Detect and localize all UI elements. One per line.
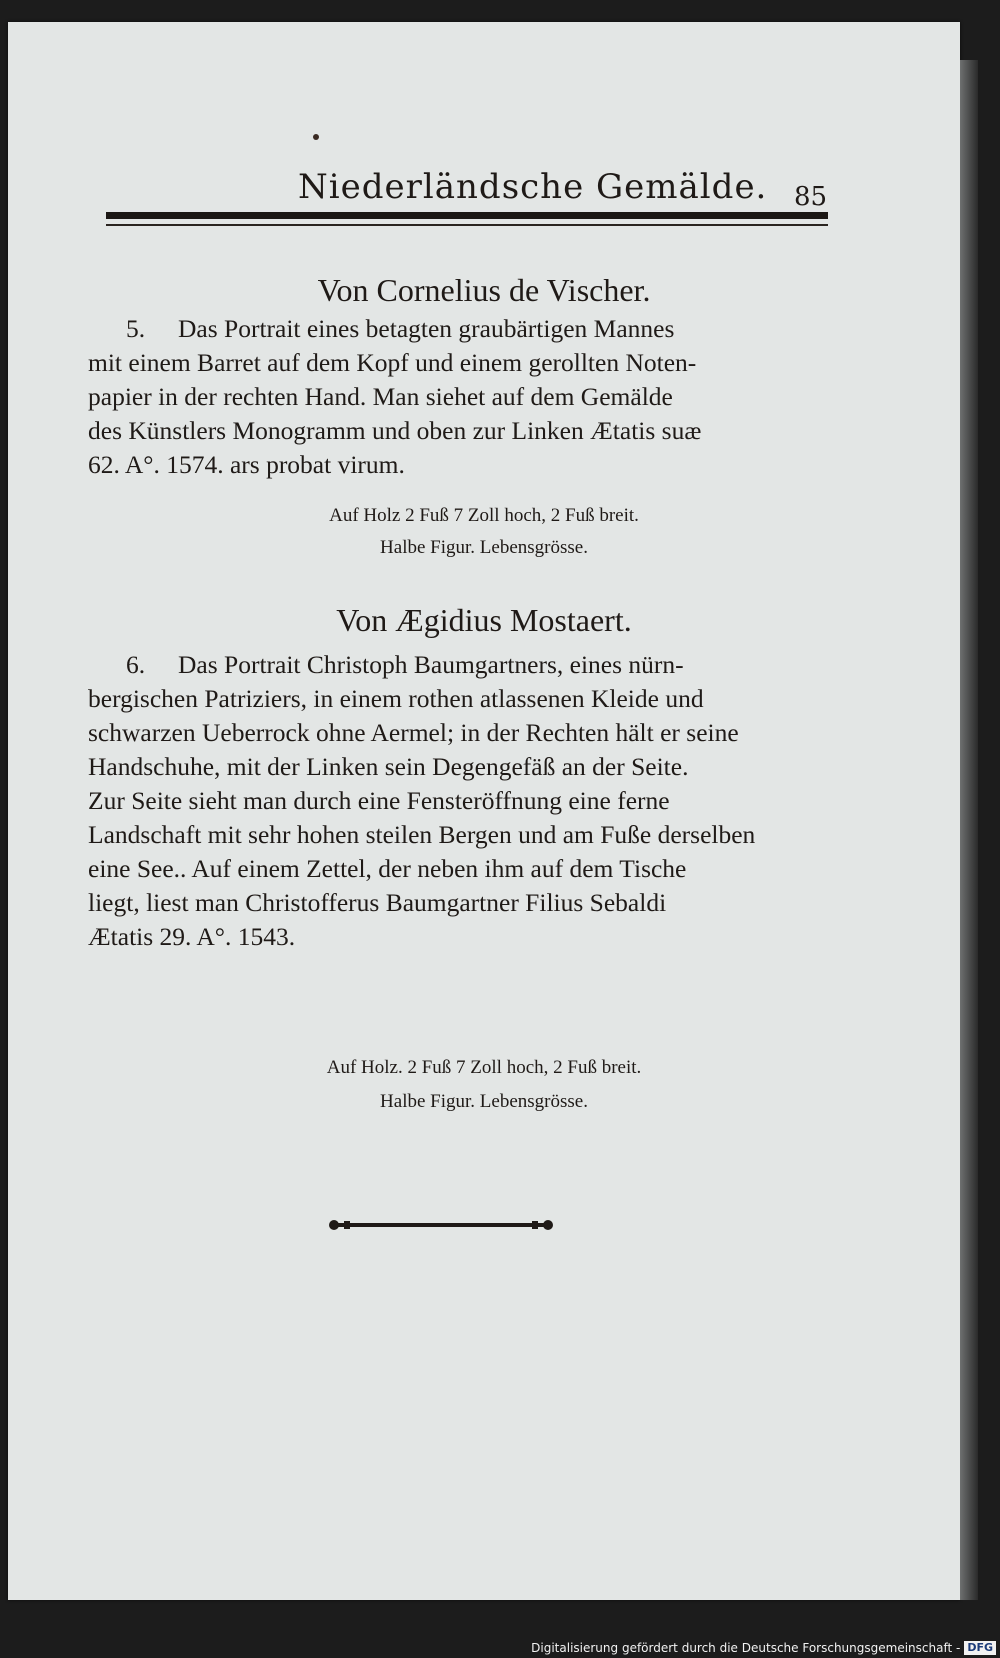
figure-note: Halbe Figur. Lebensgrösse. — [380, 537, 588, 558]
entry-number: 5. — [126, 314, 146, 343]
running-head: Niederländsche Gemälde. — [298, 167, 768, 207]
section-heading: Von Cornelius de Vischer. — [317, 272, 651, 308]
end-ornament-icon — [326, 1218, 556, 1232]
footer-text: Digitalisierung gefördert durch die Deutsche Forschungsgemeinschaft - — [531, 1641, 961, 1655]
dimension-note: Auf Holz. 2 Fuß 7 Zoll hoch, 2 Fuß breit. — [326, 1057, 642, 1078]
entry-line: eine See.. Auf einem Zettel, der neben ihm auf dem Tische — [88, 854, 687, 883]
entry-line: 6. Das Portrait Christoph Baumgartners, eines nürn- — [88, 648, 823, 682]
header-rule-thin — [106, 224, 828, 226]
dimension-note: Auf Holz 2 Fuß 7 Zoll hoch, 2 Fuß breit. — [329, 505, 639, 526]
entry-line: papier in der rechten Hand. Man siehet auf dem Gemälde — [88, 382, 673, 411]
page-number: 85 — [794, 182, 828, 212]
ink-dot — [313, 134, 319, 140]
catalog-entry — [88, 312, 823, 482]
entry-line: mit einem Barret auf dem Kopf und einem gerollten Noten- — [88, 348, 697, 377]
entry-line: 62. A°. 1574. ars probat virum. — [88, 450, 405, 479]
digitization-footer — [531, 1640, 996, 1656]
entry-line: 5. Das Portrait eines betagten graubärtigen Mannes — [88, 312, 823, 346]
entry-number: 6. — [126, 650, 146, 679]
entry-line: Landschaft mit sehr hohen steilen Bergen und am Fuße derselben — [88, 820, 756, 849]
entry-line: Zur Seite sieht man durch eine Fensteröffnung eine ferne — [88, 786, 670, 815]
book-page — [8, 22, 960, 1600]
section-heading: Von Ægidius Mostaert. — [336, 602, 632, 638]
entry-line: des Künstlers Monogramm und oben zur Linken Ætatis suæ — [88, 416, 702, 445]
dfg-logo: DFG — [964, 1641, 996, 1655]
page-edge-shadow — [960, 60, 978, 1600]
entry-line: Ætatis 29. A°. 1543. — [88, 922, 296, 951]
entry-line: liegt, liest man Christofferus Baumgartner Filius Sebaldi — [88, 888, 667, 917]
entry-line: bergischen Patriziers, in einem rothen atlassenen Kleide und — [88, 684, 704, 713]
entry-line: schwarzen Ueberrock ohne Aermel; in der Rechten hält er seine — [88, 718, 739, 747]
catalog-entry — [88, 648, 823, 954]
entry-line: Handschuhe, mit der Linken sein Degengefäß an der Seite. — [88, 752, 689, 781]
figure-note: Halbe Figur. Lebensgrösse. — [380, 1091, 588, 1112]
header-rule-thick — [106, 212, 828, 219]
